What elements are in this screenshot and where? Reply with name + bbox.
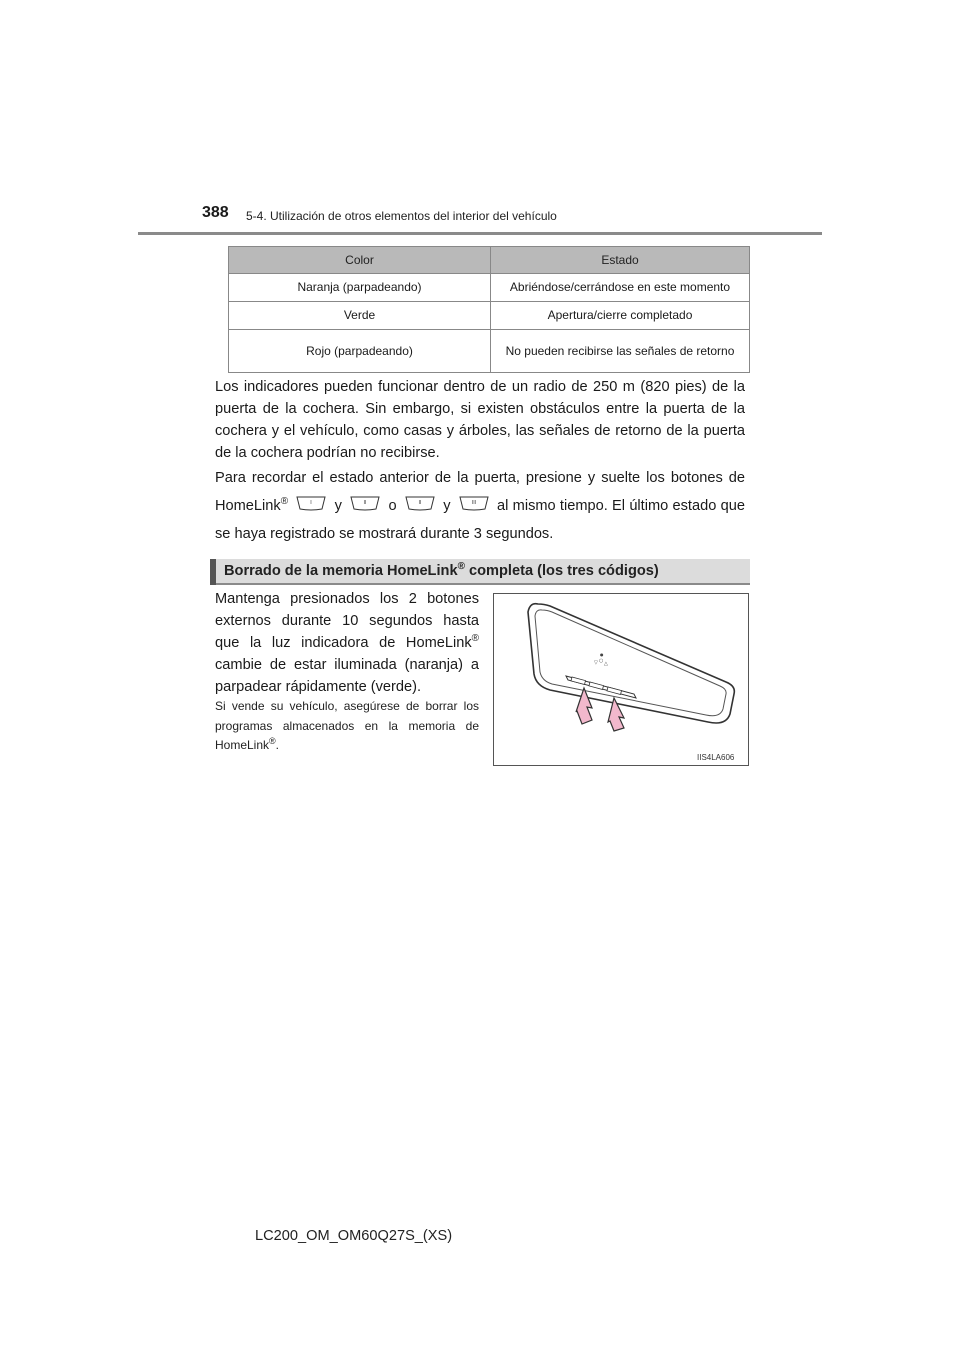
header-rule	[138, 232, 822, 235]
status-table	[228, 246, 750, 373]
subsection-title-text: Borrado de la memoria HomeLink	[224, 563, 458, 579]
section-title: 5-4. Utilización de otros elementos del interior del vehículo	[246, 209, 557, 223]
page-number: 388	[202, 204, 229, 221]
table-cell: Rojo (parpadeando)	[229, 330, 491, 373]
svg-text:II: II	[363, 500, 367, 506]
homelink-button-3-icon	[459, 496, 489, 511]
table-cell: No pueden recibirse las señales de retorno	[491, 330, 750, 373]
instruction-text-end: cambie de estar iluminada (naranja) a parpadear rápidamente (verde).	[215, 657, 479, 695]
footer-model-code: LC200_OM_OM60Q27S_(XS)	[255, 1228, 453, 1244]
subsection-title-text-end: completa (los tres códigos)	[464, 563, 659, 579]
svg-text:▽: ▽	[594, 660, 598, 666]
recall-text-start: Para recordar el estado anterior de la puerta, presione y suelte los botones de HomeLink	[215, 470, 745, 514]
instruction-text: Mantenga presionados los 2 botones externos durante 10 segundos hasta que la luz indicadora de HomeLink	[215, 591, 479, 651]
svg-text:●: ●	[600, 652, 604, 657]
table-row	[229, 274, 750, 302]
rearview-mirror-icon	[494, 594, 748, 765]
mirror-illustration	[493, 593, 749, 766]
conjunction-y: y	[443, 498, 451, 514]
subsection-title	[224, 563, 659, 579]
conjunction-o: o	[388, 498, 397, 514]
recall-status-paragraph	[215, 464, 745, 548]
subsection-marker	[210, 559, 216, 585]
registered-mark: ®	[471, 633, 479, 645]
table-cell: Apertura/cierre completado	[491, 302, 750, 330]
range-paragraph: Los indicadores pueden funcionar dentro de un radio de 250 m (820 pies) de la puerta de la cochera. Sin embargo, si existen obstáculos entre la puerta de la cochera y el vehículo, como casas y árboles, las señales de retorno de la puerta de la cochera podrían no recibirse.	[215, 379, 745, 461]
table-cell: Naranja (parpadeando)	[229, 274, 491, 302]
table-header-color: Color	[229, 247, 491, 274]
table-header-row	[229, 247, 750, 274]
table-header-status: Estado	[491, 247, 750, 274]
table-row	[229, 330, 750, 373]
svg-text:△: △	[604, 661, 608, 667]
homelink-button-1-icon	[296, 496, 326, 511]
svg-text:I: I	[310, 500, 313, 506]
registered-mark: ®	[280, 496, 289, 508]
sale-note	[215, 697, 479, 756]
homelink-button-2-icon	[405, 496, 435, 511]
homelink-button-2-icon	[350, 496, 380, 511]
table-row	[229, 302, 750, 330]
registered-mark: ®	[457, 561, 465, 573]
conjunction-y: y	[334, 498, 342, 514]
registered-mark: ®	[269, 736, 276, 746]
recall-text-end: al mismo tiempo. El último estado que se haya registrado se mostrará durante 3 segundos.	[215, 498, 745, 542]
table-cell: Verde	[229, 302, 491, 330]
svg-text:II: II	[418, 500, 422, 506]
svg-text:III: III	[471, 500, 476, 506]
image-code: IIS4LA606	[697, 753, 735, 762]
note-text: Si vende su vehículo, asegúrese de borrar los programas almacenados en la memoria de HomeLink	[215, 699, 479, 752]
note-text-end: .	[275, 738, 280, 752]
erase-instruction	[215, 588, 479, 698]
svg-text:○: ○	[599, 658, 604, 664]
table-cell: Abriéndose/cerrándose en este momento	[491, 274, 750, 302]
